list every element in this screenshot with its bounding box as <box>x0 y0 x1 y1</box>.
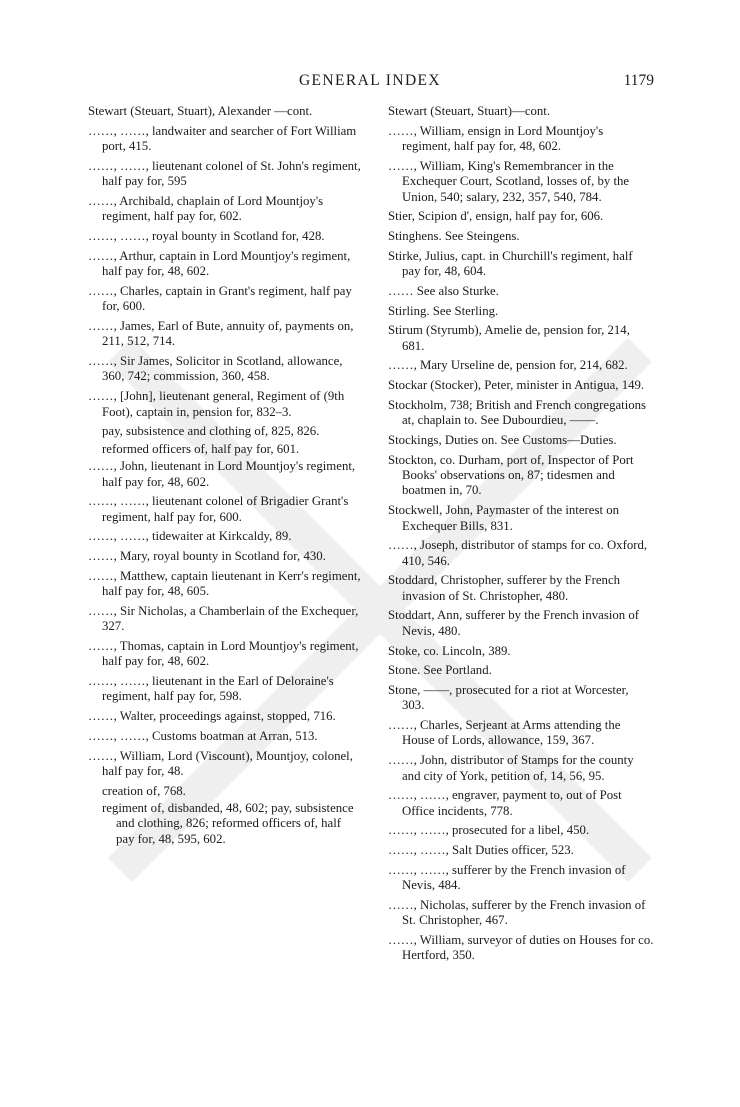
index-entry: ……, Charles, captain in Grant's regiment, half pay for, 600. <box>88 283 352 314</box>
index-entry: ……, ……, lieutenant in the Earl of Deloraine's regiment, half pay for, 598. <box>88 674 334 704</box>
index-entry: ……, [John], lieutenant general, Regiment of (9th Foot), captain in, pension for, 832–3. <box>88 389 345 419</box>
index-entry: ……, ……, lieutenant colonel of Brigadier Grant's regiment, half pay for, 600. <box>88 494 349 524</box>
index-entry: Stirling. See Sterling. <box>388 303 499 318</box>
index-entry: ……, William, Lord (Viscount), Mountjoy, colonel, half pay for, 48. <box>88 748 353 778</box>
index-entry: ……, ……, tidewaiter at Kirkcaldy, 89. <box>88 529 292 544</box>
index-entry: ……, ……, sufferer by the French invasion of Nevis, 484. <box>388 862 626 893</box>
index-entry: ……, Arthur, captain in Lord Mountjoy's regiment, half pay for, 48, 602. <box>88 248 351 279</box>
index-entry: creation of, 768. <box>102 783 186 798</box>
index-entry: Stockings, Duties on. See Customs—Duties. <box>388 432 617 447</box>
index-entry: Stockholm, 738; British and French congregations at, chaplain to. See Dubourdieu, ——. <box>388 397 647 428</box>
right-column <box>388 104 654 968</box>
index-entry: Stoddard, Christopher, sufferer by the French invasion of St. Christopher, 480. <box>388 573 621 603</box>
index-entry: ……, ……, landwaiter and searcher of Fort William port, 415. <box>88 123 357 154</box>
index-entry: ……, ……, prosecuted for a libel, 450. <box>388 823 590 838</box>
index-entry: ……, John, distributor of Stamps for the county and city of York, petition of, 14, 56, 95. <box>388 753 634 783</box>
index-entry: ……, James, Earl of Bute, annuity of, payments on, 211, 512, 714. <box>88 318 354 349</box>
index-entry: ……, William, King's Remembrancer in the Exchequer Court, Scotland, losses of, by the Union, 540; salary, 232, 357, 540, 784. <box>388 158 630 204</box>
index-entry: reformed officers of, half pay for, 601. <box>102 441 300 456</box>
index-entry: ……, Matthew, captain lieutenant in Kerr's regiment, half pay for, 48, 605. <box>88 568 361 599</box>
index-entry: ……, Charles, Serjeant at Arms attending the House of Lords, allowance, 159, 367. <box>388 718 621 748</box>
index-entry: Stirum (Styrumb), Amelie de, pension for, 214, 681. <box>388 323 630 353</box>
index-entry: pay, subsistence and clothing of, 825, 826. <box>102 424 320 439</box>
index-entry: ……, ……, Customs boatman at Arran, 513. <box>88 728 318 743</box>
page-header <box>0 72 740 96</box>
index-entry: ……, John, lieutenant in Lord Mountjoy's regiment, half pay for, 48, 602. <box>88 459 356 489</box>
index-entry: Stoddart, Ann, sufferer by the French invasion of Nevis, 480. <box>388 608 640 638</box>
index-entry: …… See also Sturke. <box>388 283 499 298</box>
index-entry: ……, Sir Nicholas, a Chamberlain of the Exchequer, 327. <box>88 603 359 634</box>
index-entry: Stirke, Julius, capt. in Churchill's regiment, half pay for, 48, 604. <box>388 248 633 279</box>
index-entry: Stone. See Portland. <box>388 663 492 678</box>
index-entry: ……, Joseph, distributor of stamps for co. Oxford, 410, 546. <box>388 538 648 568</box>
index-entry: Stier, Scipion d', ensign, half pay for, 606. <box>388 209 604 224</box>
index-entry: ……, William, ensign in Lord Mountjoy's regiment, half pay for, 48, 602. <box>388 123 604 154</box>
index-entry: Stewart (Steuart, Stuart), Alexander —cont. <box>88 104 313 118</box>
index-entry: Stinghens. See Steingens. <box>388 229 520 244</box>
index-entry: ……, William, surveyor of duties on Houses for co. Hertford, 350. <box>388 933 654 963</box>
index-entry: ……, Walter, proceedings against, stopped, 716. <box>88 709 336 724</box>
index-entry: ……, Thomas, captain in Lord Mountjoy's regiment, half pay for, 48, 602. <box>88 638 359 669</box>
index-entry: ……, ……, royal bounty in Scotland for, 428. <box>88 229 325 244</box>
index-entry: Stockton, co. Durham, port of, Inspector of Port Books' observations on, 87; tidesmen and boatmen in, 70. <box>388 452 634 498</box>
index-entry: Stockar (Stocker), Peter, minister in Antigua, 149. <box>388 378 645 393</box>
index-entry: ……, Mary Urseline de, pension for, 214, 682. <box>388 358 628 373</box>
index-entry: ……, Nicholas, sufferer by the French invasion of St. Christopher, 467. <box>388 897 646 928</box>
index-entry: Stone, ——, prosecuted for a riot at Worcester, 303. <box>388 682 629 713</box>
index-entry: ……, Mary, royal bounty in Scotland for, 430. <box>88 549 326 564</box>
index-entry: ……, Archibald, chaplain of Lord Mountjoy's regiment, half pay for, 602. <box>88 193 324 224</box>
index-entry: Stoke, co. Lincoln, 389. <box>388 643 511 658</box>
index-entry: ……, ……, engraver, payment to, out of Post Office incidents, 778. <box>388 788 622 818</box>
index-entry: regiment of, disbanded, 48, 602; pay, subsistence and clothing, 826; reformed officers of, half pay for, 48, 595, 602. <box>102 801 354 846</box>
index-entry: Stewart (Steuart, Stuart)—cont. <box>388 104 551 118</box>
left-column <box>88 104 362 849</box>
index-entry: Stockwell, John, Paymaster of the interest on Exchequer Bills, 831. <box>388 503 620 533</box>
index-entry: ……, ……, lieutenant colonel of St. John's regiment, half pay for, 595 <box>88 158 361 189</box>
index-entry: ……, ……, Salt Duties officer, 523. <box>388 843 574 858</box>
page-number: 1179 <box>623 72 654 89</box>
running-title: GENERAL INDEX <box>298 72 442 89</box>
index-entry: ……, Sir James, Solicitor in Scotland, allowance, 360, 742; commission, 360, 458. <box>88 354 343 384</box>
